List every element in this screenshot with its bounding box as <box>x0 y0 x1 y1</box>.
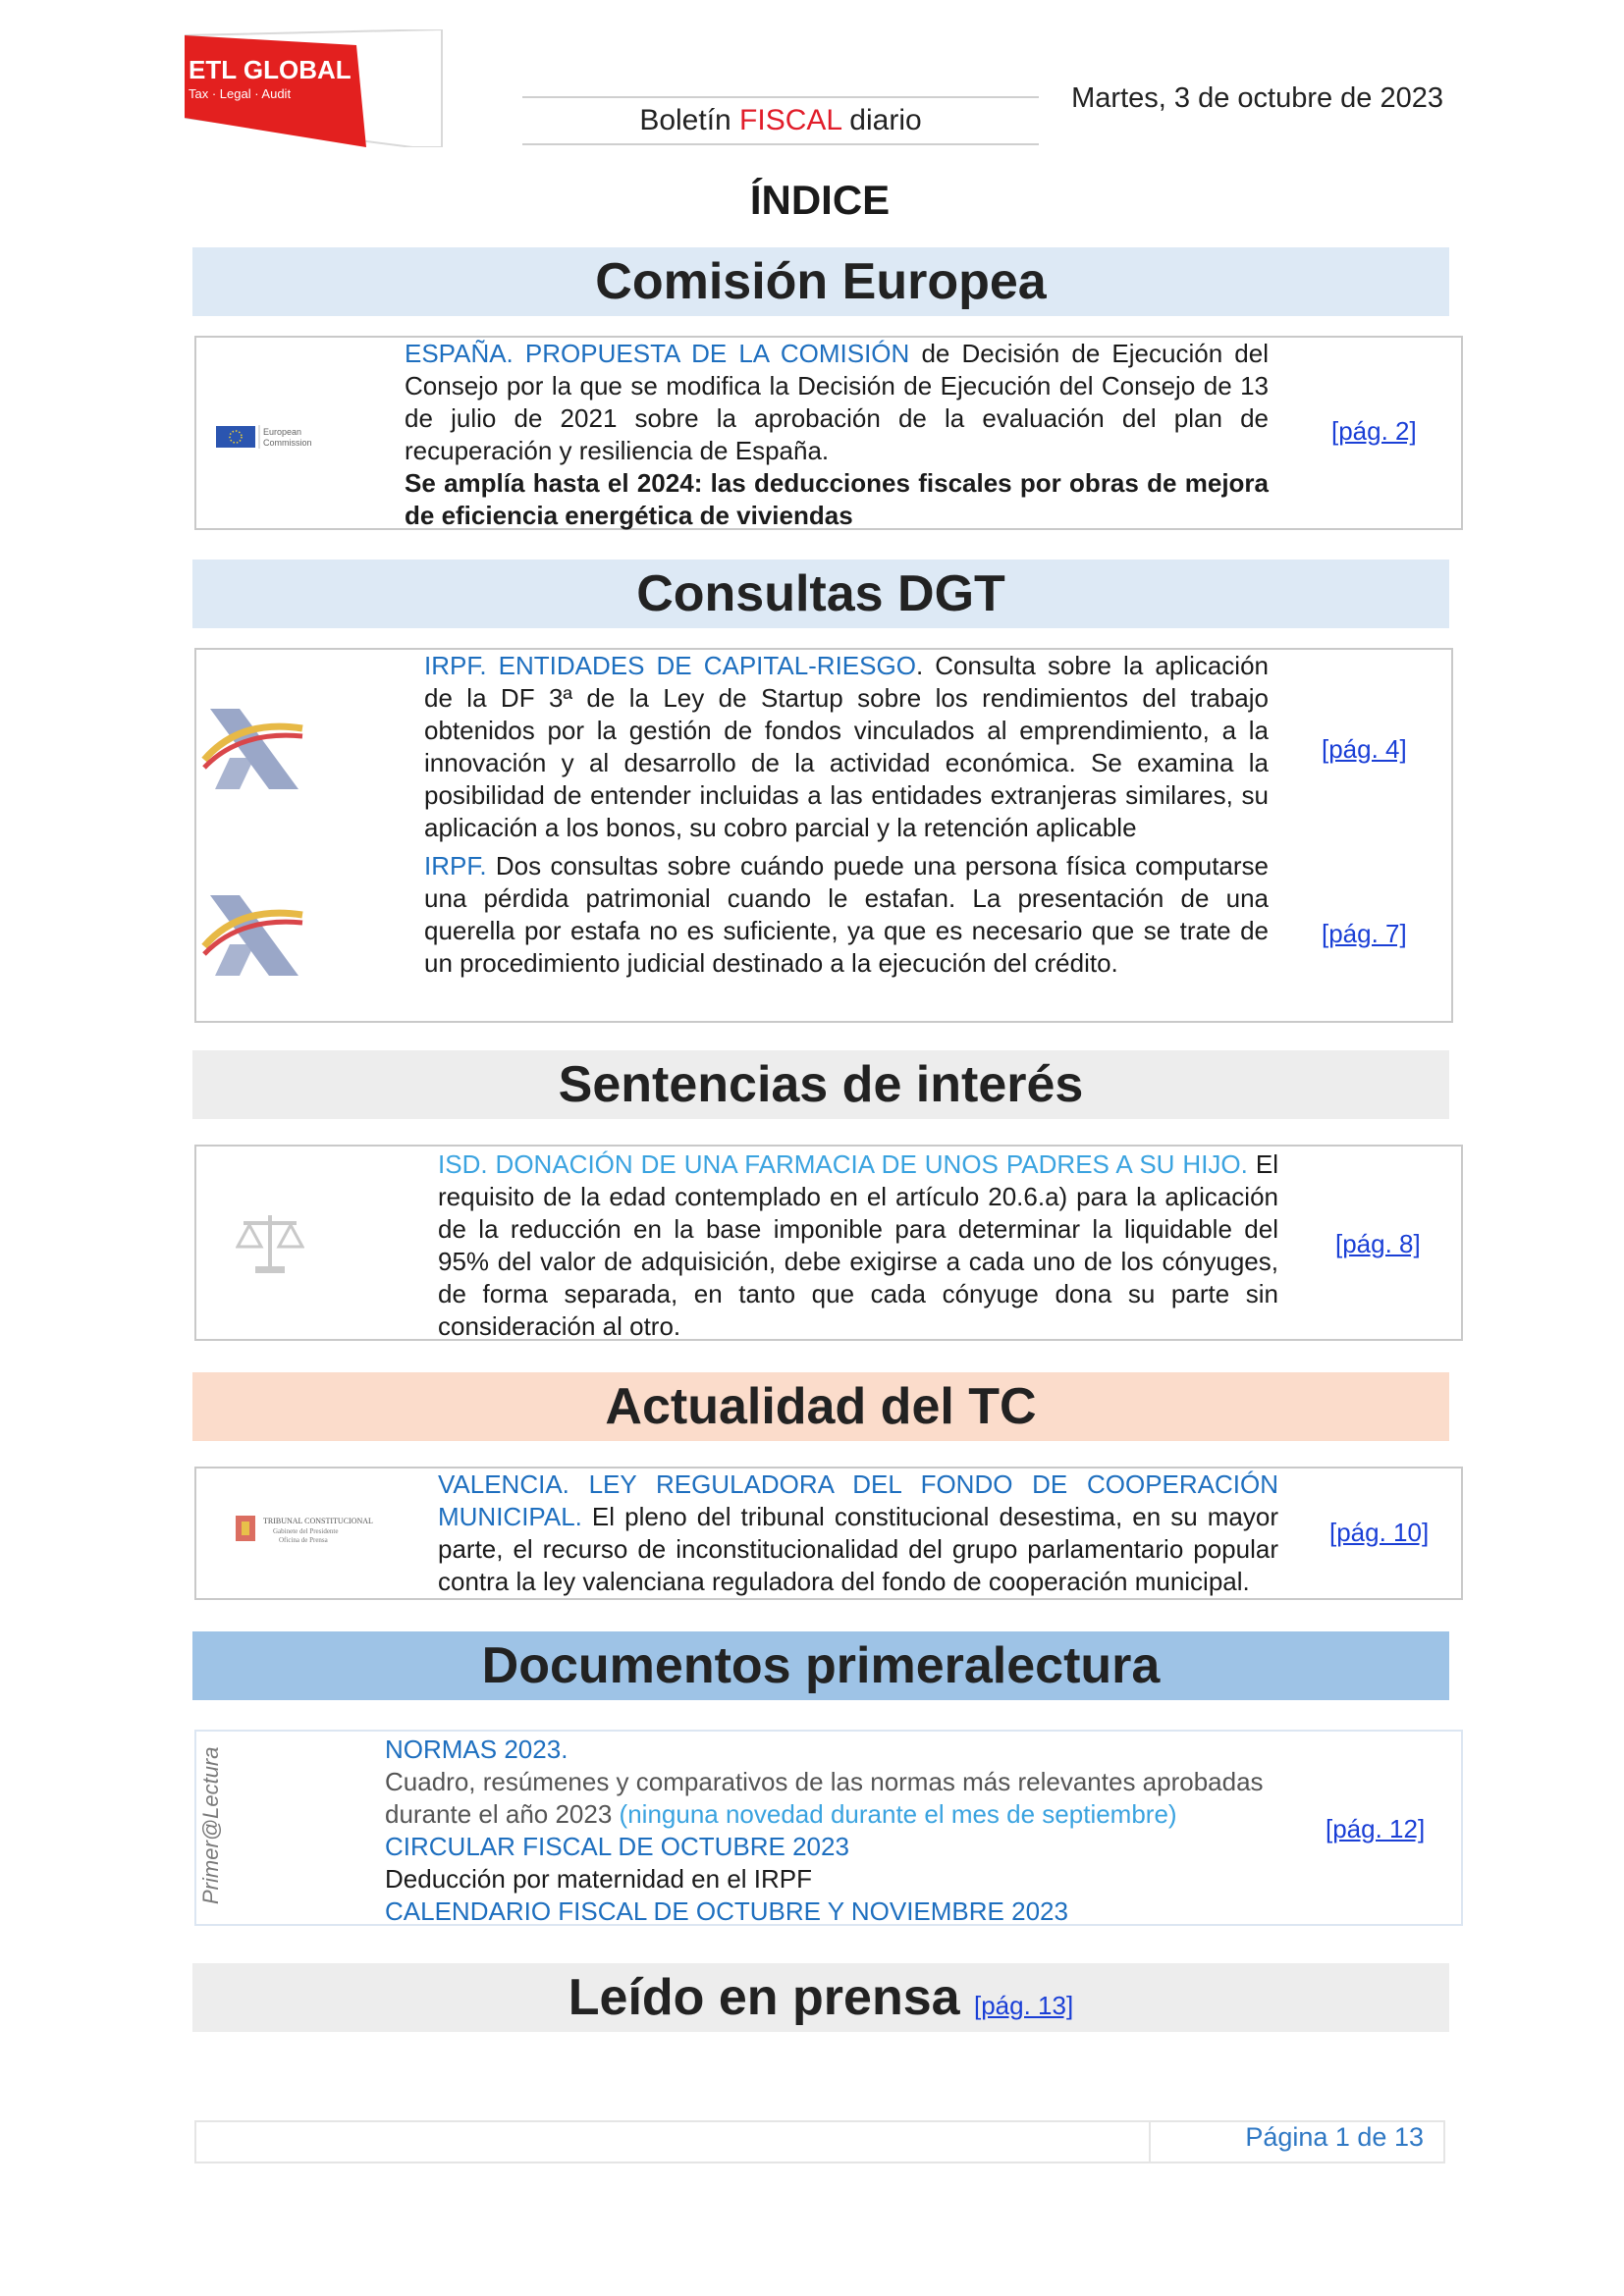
dgt-entry1-page-link[interactable]: [pág. 4] <box>1322 734 1407 764</box>
dgt-entry1-text: . Consulta sobre la aplicación de la DF 3ª de la Ley de Startup sobre los rendimientos del trabajo obtenidos por la gestión de fondos vinculados al emprendimiento, a la innovación y al desarrollo de la actividad económica. Se examina la posibilidad de entender incluidas a las entidades extranjeras similares, su aplicación a los bonos, su cobro parcial y la retención aplicable <box>424 651 1270 842</box>
bulletin-pre: Boletín <box>639 104 740 136</box>
dgt-entry2-page-link[interactable]: [pág. 7] <box>1322 919 1407 948</box>
comision-entry <box>405 338 1269 532</box>
bulletin-date: Martes, 3 de octubre de 2023 <box>1071 82 1443 114</box>
tc-entry <box>438 1468 1278 1598</box>
tc-text: El pleno del tribunal constitucional desestima, en su mayor parte, el recurso de inconstitucionalidad del grupo parlamentario popular contra la ley valenciana reguladora del fondo de cooperación municipal. <box>438 1502 1278 1596</box>
logo-subtext: Tax · Legal · Audit <box>189 86 292 101</box>
section-comision-title: Comisión Europea <box>192 247 1449 316</box>
dgt-entry2-text: Dos consultas sobre cuándo puede una persona física computarse una pérdida patrimonial cuando le estafan. La presentación de una querella por estafa no es suficiente, ya que es necesario que se trate de un procedimiento judicial destinado a la ejecución del crédito. <box>424 851 1269 978</box>
circular-description: Deducción por maternidad en el IRPF <box>385 1864 813 1894</box>
index-title: ÍNDICE <box>749 177 891 223</box>
primeralectura-vertical-label <box>198 1728 228 1904</box>
calendario-fiscal-link[interactable]: CALENDARIO FISCAL DE OCTUBRE Y NOVIEMBRE 2023 <box>385 1896 1068 1926</box>
comision-text: de Decisión de Ejecución del Consejo por la que se modifica la Decisión de Ejecución del Consejo de 13 de julio de 2021 sobre la aprobación de la evaluación del plan de recuperación y resiliencia de España. <box>405 339 1269 465</box>
sentencias-entry <box>438 1148 1278 1343</box>
tc-highlight[interactable]: VALENCIA. LEY REGULADORA DEL FONDO DE COOPERACIÓN MUNICIPAL. <box>438 1469 1278 1531</box>
tribunal-constitucional-logo <box>232 1510 399 1553</box>
normas-link-suffix: . <box>561 1735 568 1764</box>
sentencias-page-link[interactable]: [pág. 8] <box>1335 1229 1421 1258</box>
etl-global-logo <box>185 29 450 147</box>
eu-logo-line1: European <box>263 427 302 437</box>
comision-highlight[interactable]: ESPAÑA. PROPUESTA DE LA COMISIÓN <box>405 339 910 368</box>
bulletin-title <box>522 96 1039 145</box>
section-prensa-bar <box>192 1963 1449 2032</box>
section-sentencias-title: Sentencias de interés <box>192 1050 1449 1119</box>
sentencias-text: El requisito de la edad contemplado en el artículo 20.6.a) para la aplicación de la reducción en la base imponible para determinar la liquidable del 95% del valor de adquisición, debe exigirse a cada uno de los cónyuges, de forma separada, en tanto que cada cónyuge dona su parte sin consideración al otro. <box>438 1149 1278 1341</box>
tc-logo-line2: Gabinete del Presidente <box>273 1527 339 1535</box>
dgt-entry1-highlight[interactable]: IRPF. ENTIDADES DE CAPITAL-RIESGO <box>424 651 916 680</box>
scales-of-justice-icon <box>236 1209 304 1278</box>
dgt-entry2-highlight[interactable]: IRPF. <box>424 851 487 881</box>
eu-commission-logo <box>214 422 342 452</box>
prensa-page-link[interactable]: [pág. 13] <box>974 1991 1074 2020</box>
comision-bold: Se amplía hasta el 2024: las deducciones fiscales por obras de mejora de eficiencia energética de viviendas <box>405 468 1269 530</box>
circular-fiscal-link[interactable]: CIRCULAR FISCAL DE OCTUBRE 2023 <box>385 1832 849 1861</box>
bulletin-accent: FISCAL <box>739 104 841 136</box>
logo-text: ETL GLOBAL <box>189 55 352 84</box>
section-tc-title: Actualidad del TC <box>192 1372 1449 1441</box>
bulletin-post: diario <box>840 104 922 136</box>
normas-note: (ninguna novedad durante el mes de septiembre) <box>619 1799 1177 1829</box>
primeralectura-label-b: Lectura <box>198 1746 223 1819</box>
sentencias-highlight[interactable]: ISD. DONACIÓN DE UNA FARMACIA DE UNOS PADRES A SU HIJO. <box>438 1149 1248 1179</box>
footer-divider <box>1149 2120 1151 2163</box>
aeat-logo-icon <box>200 699 308 797</box>
primeralectura-label-a: Primer@ <box>198 1818 223 1904</box>
dgt-entry-2 <box>424 850 1269 980</box>
tc-page-link[interactable]: [pág. 10] <box>1329 1518 1430 1547</box>
normas-description: Cuadro, resúmenes y comparativos de las normas más relevantes aprobadas durante el año 2023 <box>385 1767 1264 1829</box>
tc-logo-line1: TRIBUNAL CONSTITUCIONAL <box>263 1517 373 1525</box>
eu-logo-line2: Commission <box>263 438 312 448</box>
comision-page-link[interactable]: [pág. 2] <box>1331 416 1417 446</box>
section-dgt-title: Consultas DGT <box>192 560 1449 628</box>
documentos-page-link[interactable]: [pág. 12] <box>1326 1814 1426 1843</box>
tc-logo-line3: Oficina de Prensa <box>279 1536 328 1544</box>
page-number: Página 1 de 13 <box>1245 2122 1424 2152</box>
section-prensa-title: Leído en prensa <box>568 1969 960 2026</box>
section-documentos-title: Documentos primeralectura <box>192 1631 1449 1700</box>
aeat-logo-icon-2 <box>200 885 308 984</box>
documentos-entry <box>385 1734 1288 1928</box>
dgt-entry-1 <box>424 650 1269 844</box>
normas-link[interactable]: NORMAS 2023 <box>385 1735 562 1764</box>
